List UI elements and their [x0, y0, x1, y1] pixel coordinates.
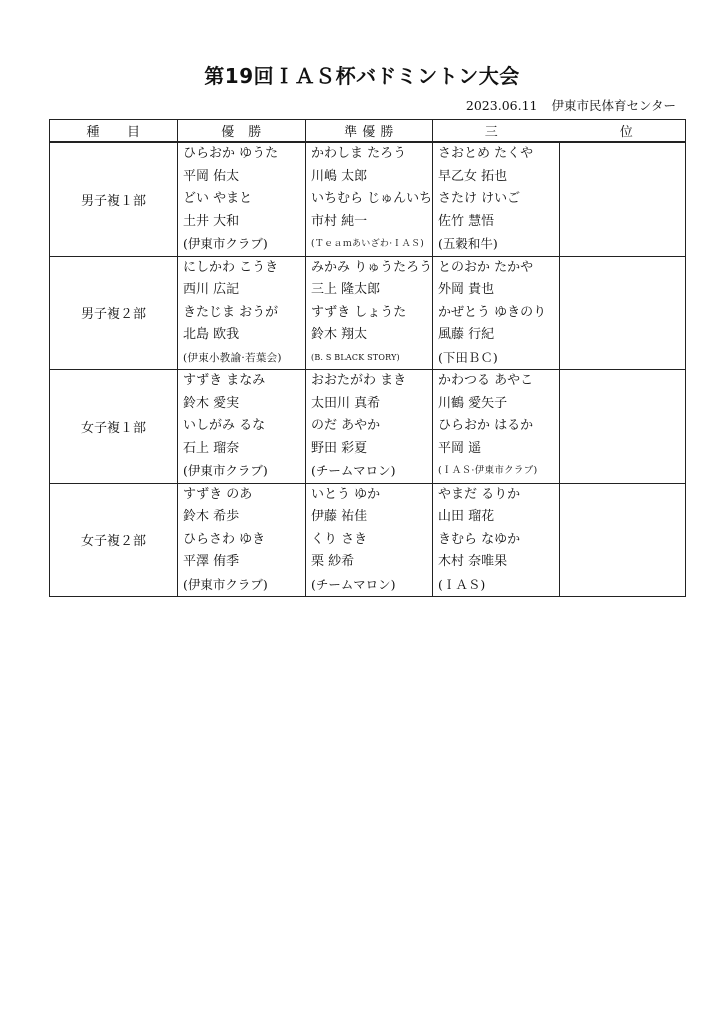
club-name: (五穀和牛): [438, 236, 498, 251]
player-1-name: 平岡 佑太: [183, 168, 240, 184]
event-cell: 女子複１部: [50, 370, 178, 484]
event-venue: 伊東市民体育センター: [551, 98, 676, 113]
second-place-cell: [306, 483, 433, 597]
table-row: [50, 483, 686, 597]
third-place-cell-a: [433, 370, 560, 484]
header-second: 準 優 勝: [306, 120, 433, 143]
player-2-kana: どい やまと: [183, 191, 253, 206]
player-2-kana: きむら なゆか: [438, 531, 521, 547]
club-name: (伊東小教諭·若葉会): [183, 351, 282, 364]
club-name: (Ｔｅａｍあいざわ·ＩＡＳ): [311, 239, 425, 249]
club-name: (下田ＢＣ): [438, 349, 498, 365]
player-2-kana: いしがみ るな: [183, 418, 266, 433]
player-2-name: 平岡 遥: [438, 440, 482, 456]
player-2-name: 北島 欧我: [183, 327, 240, 342]
club-name: (ＩＡＳ): [438, 576, 486, 592]
first-place-cell: [178, 483, 306, 597]
event-cell: 男子複２部: [50, 256, 178, 370]
table-row: [50, 256, 686, 370]
third-place-cell-b: [560, 142, 686, 256]
club-name: (伊東市クラブ): [183, 236, 268, 251]
first-place-cell: [178, 370, 306, 484]
third-place-cell-b: [560, 370, 686, 484]
second-place-cell: [306, 256, 433, 370]
player-2-name: 鈴木 翔太: [311, 327, 368, 342]
player-2-kana: ひらおか はるか: [438, 418, 534, 433]
third-place-cell-a: [433, 256, 560, 370]
player-1-kana: すずき まなみ: [183, 373, 266, 388]
player-2-kana: かぜとう ゆきのり: [438, 304, 547, 320]
third-place-cell-b: [560, 256, 686, 370]
player-2-name: 風藤 行紀: [438, 327, 495, 342]
player-1-name: 山田 瑠花: [438, 509, 495, 524]
event-cell: 女子複２部: [50, 483, 178, 597]
player-1-name: 西川 広記: [183, 282, 240, 297]
date-venue-line: [466, 96, 676, 114]
player-1-name: 鈴木 愛実: [183, 395, 240, 411]
player-2-kana: いちむら じゅんいち: [311, 191, 432, 206]
player-2-name: 石上 瑠奈: [183, 440, 240, 456]
third-place-cell-a: [433, 483, 560, 597]
club-name: (伊東市クラブ): [183, 576, 268, 592]
page-title: 第19回ＩＡＳ杯バドミントン大会: [204, 64, 520, 88]
club-name: (ＩＡＳ·伊東市クラブ): [438, 465, 538, 476]
club-name: (B. S BLACK STORY): [311, 352, 400, 362]
third-place-cell-b: [560, 483, 686, 597]
player-1-name: 川鶴 愛矢子: [438, 395, 508, 411]
player-1-kana: かわつる あやこ: [438, 373, 534, 388]
player-2-kana: のだ あやか: [311, 418, 381, 433]
player-2-kana: ひらさわ ゆき: [183, 531, 266, 547]
player-2-name: 野田 彩夏: [311, 440, 368, 456]
player-1-kana: みかみ りゅうたろう: [311, 259, 432, 275]
player-1-kana: ひらおか ゆうた: [183, 146, 279, 161]
player-2-name: 平澤 侑季: [183, 554, 240, 569]
player-1-name: 三上 隆太郎: [311, 282, 381, 297]
player-1-name: 外岡 貴也: [438, 282, 495, 297]
third-place-cell-a: [433, 142, 560, 256]
player-1-kana: とのおか たかや: [438, 259, 534, 275]
header-first: 優 勝: [178, 120, 306, 143]
first-place-cell: [178, 256, 306, 370]
club-name: (伊東市クラブ): [183, 463, 268, 478]
header-event: 種 目: [50, 120, 178, 143]
player-2-kana: くり さき: [311, 531, 368, 547]
player-2-name: 土井 大和: [183, 213, 240, 229]
player-2-kana: すずき しょうた: [311, 304, 407, 320]
player-1-name: 鈴木 希歩: [183, 509, 240, 524]
table-row: [50, 142, 686, 256]
player-1-kana: いとう ゆか: [311, 486, 381, 502]
event-date: 2023.06.11: [465, 98, 538, 113]
second-place-cell: [306, 142, 433, 256]
player-2-name: 市村 純一: [311, 213, 368, 229]
player-1-kana: にしかわ こうき: [183, 259, 279, 275]
player-1-name: 早乙女 拓也: [438, 168, 508, 184]
header-third: 三 位: [433, 120, 686, 143]
player-1-kana: かわしま たろう: [311, 146, 407, 161]
event-cell: 男子複１部: [50, 142, 178, 256]
header-row: [50, 120, 686, 143]
second-place-cell: [306, 370, 433, 484]
player-1-name: 川嶋 太郎: [311, 168, 368, 184]
results-table: [49, 119, 686, 597]
player-1-kana: やまだ るりか: [438, 486, 521, 502]
player-1-name: 伊藤 祐佳: [311, 509, 368, 524]
player-1-kana: おおたがわ まき: [311, 373, 407, 388]
player-2-name: 木村 奈唯果: [438, 554, 508, 569]
club-name: (チームマロン): [311, 463, 396, 478]
club-name: (チームマロン): [311, 576, 396, 592]
first-place-cell: [178, 142, 306, 256]
player-1-name: 太田川 真希: [311, 395, 381, 411]
player-2-name: 佐竹 慧悟: [438, 213, 495, 229]
player-2-kana: さたけ けいご: [438, 191, 521, 206]
player-1-kana: さおとめ たくや: [438, 146, 534, 161]
player-2-kana: きたじま おうが: [183, 304, 279, 320]
player-1-kana: すずき のあ: [183, 486, 253, 502]
player-2-name: 栗 紗希: [311, 554, 355, 569]
table-row: [50, 370, 686, 484]
